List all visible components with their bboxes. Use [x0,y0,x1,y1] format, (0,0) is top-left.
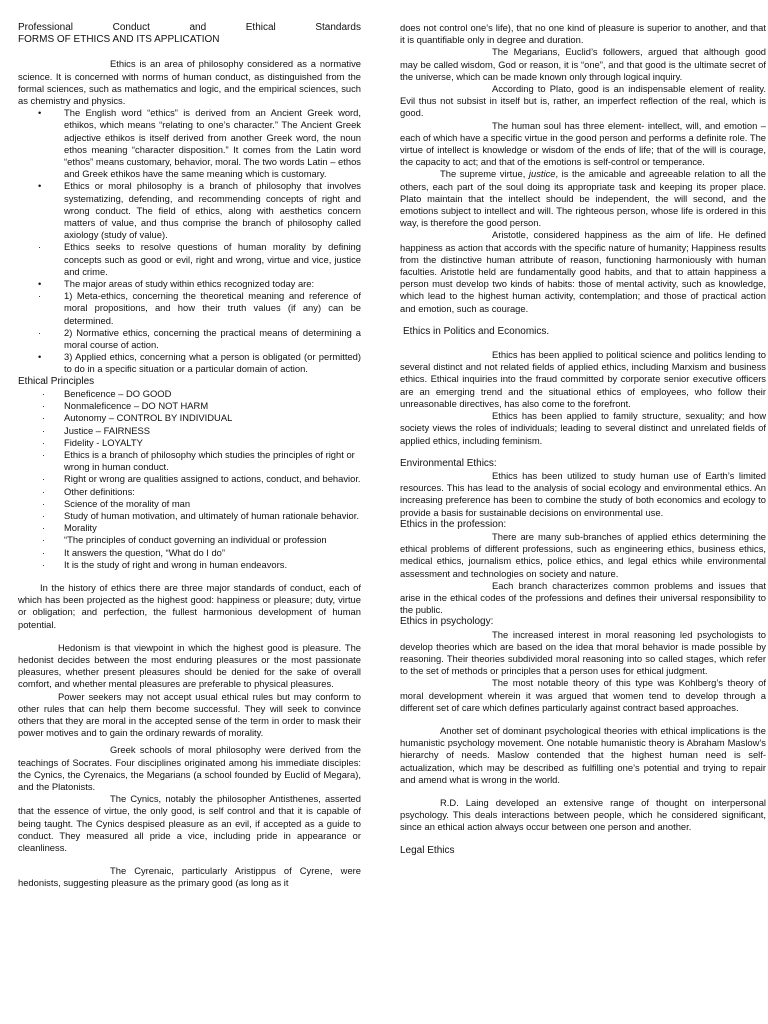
list-item [18,437,361,449]
supreme-virtue-paragraph [400,168,766,229]
bullet-icon: · [42,485,46,497]
bullet-icon: • [38,180,42,192]
politics-heading: Ethics in Politics and Economics. [403,325,550,337]
list-item [18,388,361,400]
list-item-text: Ethics or moral philosophy is a branch of philosophy that involves systematizing, defending, and recommending concepts of right and wrong conduct. The field of ethics, along with aesthetics concern matters of value, and thus comprise the branch of philosophy called axiology (study of value). [64,180,361,241]
list-item [18,534,361,546]
profession-heading: Ethics in the profession: [400,518,507,530]
title-word: Professional [18,22,74,33]
plato-paragraph: According to Plato, good is an indispensable element of reality. Evil thus not subsist in itself but is, rather, an imperfect reflection of the real, which is good. [400,83,766,119]
list-item-text: Nonmaleficence – DO NOT HARM [64,400,209,412]
cyrenaic-paragraph: The Cyrenaic, particularly Aristippus of Cyrene, were hedonists, suggesting pleasure as the primary good (as long as it [18,865,361,889]
list-item-text: Fidelity - LOYALTY [64,436,143,448]
list-item-text: Science of the morality of man [64,497,191,509]
bullet-icon: · [38,290,42,302]
bullet-icon: · [42,558,46,570]
family-paragraph: Ethics has been applied to family structure, sexuality; and how society views the roles of individuals; leading to several distinct and unrelated fields of applied ethics, including feminism. [400,410,766,446]
list-item [18,510,361,522]
intro-paragraph: Ethics is an area of philosophy considered as a normative science. It is concerned with norms of human conduct, as distinguished from the formal sciences, such as mathematics and logic, and the empirical sciences, such as chemistry and physics. [18,58,361,107]
bullet-icon: · [42,424,46,436]
bullet-icon: · [42,387,46,399]
list-item [18,412,361,424]
laing-paragraph: R.D. Laing developed an extensive range of thought on interpersonal psychology. This deals interactions between people, which he considered significant, since an ethical action always occur between one person and another. [400,796,766,833]
list-item [18,290,361,327]
bullet-icon: · [42,509,46,521]
list-item-text: The English word “ethics” is derived from an Ancient Greek word, ethikos, which means “relating to one’s character.” The Ancient Greek adjective ethikos is itself derived from another Greek word, the noun ethos meaning “character disposition.” It comes from the Latin word “ethos” means customary, behavior, moral. The two words Latin – ethos and Greek ethikos have the same meaning which is customary. [64,107,361,180]
list-item [18,400,361,412]
power-paragraph: Power seekers may not accept usual ethical rules but may conform to other rules that can help them become successful. They will seek to convince others that they are moral in the accepted sense of the term in order to mask their power motives and to gain the ordinary rewards of morality. [18,690,361,739]
bullet-icon: · [42,436,46,448]
bullet-icon: · [42,497,46,509]
psychology-heading: Ethics in psychology: [400,616,494,628]
title-word: Standards [315,22,361,33]
aristotle-paragraph: Aristotle, considered happiness as the aim of life. He defined happiness as action that accords with the specific nature of humanity; Happiness results from the distinctive human attribute of reason, functioning harmoniously with human faculties. Aristotle held are fundamentally good habits, and that to attain happiness a person must develop two kinds of habits: those of mental activity, such as knowledge, which lead to the highest human activity, contemplation; and those of practical action and emotion, such as courage. [400,229,766,314]
list-item-text: Ethics seeks to resolve questions of human morality by defining concepts such as good or evil, right and wrong, virtue and vice, justice and crime. [64,241,361,277]
greek-paragraph: Greek schools of moral philosophy were derived from the teachings of Socrates. Four disciplines originated among his immediate disciples: the Cynics, the Cyrenaics, the Megarians (a school founded by Euclid of Megara), and the Platonists. [18,744,361,792]
list-item-text: Ethics is a branch of philosophy which studies the principles of right or wrong in human conduct. [64,448,355,473]
list-item [18,241,361,278]
list-item [18,498,361,510]
branch-paragraph: Each branch characterizes common problems and issues that arise in the ethical codes of the professions and defines their universal responsibility to the public. [400,579,766,616]
bullet-icon: · [42,412,46,424]
document-title [18,22,361,34]
continuation-paragraph: does not control one’s life), that no one kind of pleasure is superior to another, and that it is quantifiable only in degree and duration. [400,22,766,46]
list-item [18,180,361,241]
bullet-icon: · [42,473,46,485]
kohlberg-paragraph: The most notable theory of this type was Kohlberg’s theory of moral development wherein it was argued that women tend to develop through a different set of care which defines particularly against contract based approaches. [400,677,766,713]
list-item [18,351,361,375]
humanistic-paragraph: Another set of dominant psychological theories with ethical implications is the humanistic psychology movement. One notable humanistic theory is Abraham Maslow’s hierarchy of needs. Maslow contended that the highest human need is self-actualization, which may be described as fulfilling one’s potential and trying to repair and amend what is wrong in the world. [400,724,766,785]
title-word: Ethical [245,22,276,33]
history-paragraph: In the history of ethics there are three major standards of conduct, each of which has been projected as the highest good: happiness or pleasure; duty, virtue or obligation; and perfection, the fullest harmonious development of human potential. [18,581,361,630]
bullet-icon: • [38,107,42,119]
list-item [18,547,361,559]
principles-list [18,388,361,571]
list-item-text: 1) Meta-ethics, concerning the theoretical meaning and reference of moral propositions, and how their truth values (if any) can be determined. [64,290,361,326]
right-column [400,22,766,857]
supreme-text: The supreme virtue, [440,168,529,180]
list-item [18,425,361,437]
list-item [18,278,361,290]
soul-paragraph: The human soul has three element- intellect, will, and emotion – each of which have a specific virtue in the good person and performs a definite role. The virtue of intellect is knowledge or wisdom of the ends of life; that of the will is courage, the capacity to act; and that of the emotions is self-control or temperance. [400,119,766,168]
politics-paragraph: Ethics has been applied to political science and politics lending to several distinct and not related fields of applied ethics, including Marxism and business ethics. Ethical inquiries into the fraud committed by corporate senior executive officers are an emerging trend and the situational ethics of employees, who follow their unreasonable directives, has also come to the forefront. [400,349,766,409]
title-word: Conduct [112,22,150,33]
cynics-paragraph: The Cynics, notably the philosopher Antisthenes, asserted that the essence of virtue, the only good, is self control and that it is capable of being taught. The Cynics despised pleasure as an evil, if accepted as a guide to conduct. They measured all pride a vice, including pride in appearance or cleanliness. [18,793,361,853]
list-item [18,486,361,498]
document-subtitle: FORMS OF ETHICS AND ITS APPLICATION [18,34,220,46]
definition-bullet-list [18,107,361,375]
list-item-text: 2) Normative ethics, concerning the practical means of determining a moral course of action. [64,326,361,351]
left-column [18,22,361,890]
bullet-icon: · [38,241,42,253]
list-item-text: Study of human motivation, and ultimately of human rationale behavior. [64,509,359,521]
list-item-text: Justice – FAIRNESS [64,424,150,436]
list-item-text: Autonomy – CONTROL BY INDIVIDUAL [64,412,233,424]
megarians-paragraph: The Megarians, Euclid’s followers, argued that although good may be called wisdom, God or reason, it is “one”, and that good is the ultimate secret of the universe, which can be made known only through logical inquiry. [400,46,766,82]
environment-heading: Environmental Ethics: [400,457,497,469]
environment-paragraph: Ethics has been utilized to study human use of Earth’s limited resources. This has lead to the analysis of social ecology and environmental ethics. An increasing preference has been to combine the study of both economics and ecology to provide a basis for sustainable decisions on environmental use. [400,469,766,518]
bullet-icon: · [42,546,46,558]
supreme-text: , is the amicable and agreeable relation to all the others, each part of the soul doing its appropriate task and keeping its proper place. Plato maintain that the intellect should be independent, the will second, and the emotions subject to intellect and will. The righteous person, whose life is ordered in this way, is therefore the good person. [400,168,766,229]
bullet-icon: · [42,448,46,460]
justice-emphasis: justice [528,168,556,180]
list-item-text: It is the study of right and wrong in human endeavors. [64,558,288,570]
list-item-text: Other definitions: [64,485,135,497]
principles-heading: Ethical Principles [18,375,95,387]
list-item-text: “The principles of conduct governing an individual or profession [64,534,327,546]
bullet-icon: · [42,534,46,546]
list-item-text: It answers the question, “What do I do” [64,546,226,558]
list-item [18,473,361,485]
bullet-icon: · [38,326,42,338]
list-item [18,522,361,534]
title-word: and [189,22,207,33]
bullet-icon: • [38,278,42,290]
legal-ethics-heading: Legal Ethics [400,844,455,856]
bullet-icon: · [42,400,46,412]
list-item [18,449,361,473]
bullet-icon: · [42,522,46,534]
moral-reasoning-paragraph: The increased interest in moral reasoning led psychologists to develop theories which are based on the idea that moral behavior is made possible by reasoning. Their theories subdivided moral reasoning into so called stages, which refer to the set of methods or principles that a person uses for ethical judgment. [400,628,766,677]
list-item-text: 3) Applied ethics, concerning what a person is obligated (or permitted) to do in a specific situation or a particular domain of action. [64,351,361,375]
list-item-text: Right or wrong are qualities assigned to actions, conduct, and behavior. [64,473,361,485]
list-item-text: Morality [64,522,97,534]
hedonism-paragraph: Hedonism is that viewpoint in which the highest good is pleasure. The hedonist decides between the most enduring pleasures or the most passionate pleasures, whether present pleasures should be denied for the sake of overall comfort, and whether mental pleasures are preferable to physical pleasures. [18,641,361,690]
list-item-text: Beneficence – DO GOOD [64,387,172,399]
list-item [18,327,361,351]
profession-paragraph: There are many sub-branches of applied ethics determining the ethical problems of different professions, such as engineering ethics, business ethics, medical ethics, journalism ethics, police ethics, and legal ethics while environmental assessment and technologies on society and nature. [400,530,766,579]
list-item-text: The major areas of study within ethics recognized today are: [64,278,315,290]
bullet-icon: • [38,351,42,363]
list-item [18,107,361,180]
list-item [18,559,361,571]
